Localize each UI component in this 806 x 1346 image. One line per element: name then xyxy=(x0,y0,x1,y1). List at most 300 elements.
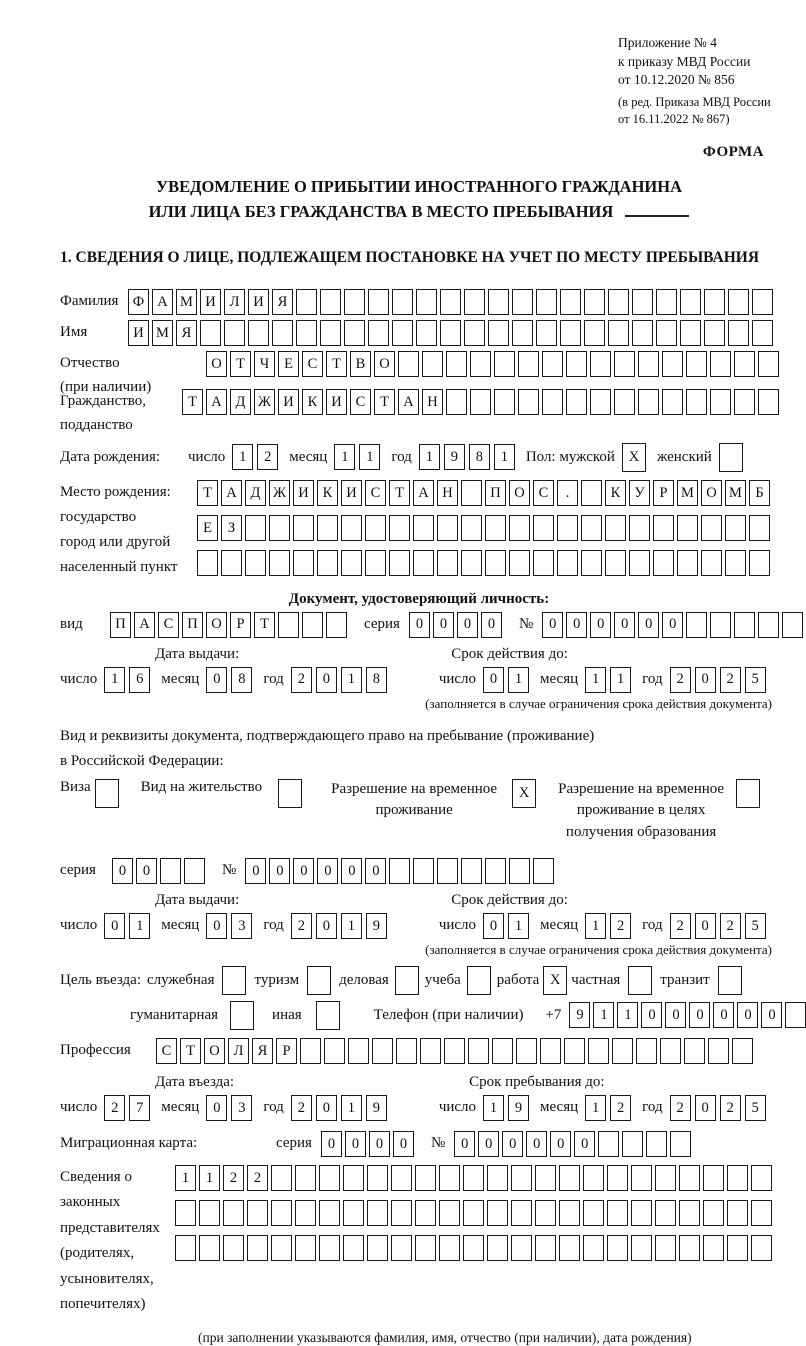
char-cell[interactable]: 2 xyxy=(291,913,312,939)
char-cell[interactable]: 0 xyxy=(483,667,504,693)
char-cell[interactable]: Р xyxy=(653,480,674,506)
char-cell[interactable] xyxy=(485,858,506,884)
char-cell[interactable]: 2 xyxy=(670,1095,691,1121)
char-cell[interactable] xyxy=(581,550,602,576)
char-cell[interactable]: 2 xyxy=(291,1095,312,1121)
char-cell[interactable] xyxy=(677,550,698,576)
char-cell[interactable] xyxy=(518,351,539,377)
char-cell[interactable] xyxy=(608,320,629,346)
char-cell[interactable]: Р xyxy=(276,1038,297,1064)
char-cell[interactable]: 0 xyxy=(345,1131,366,1157)
char-cell[interactable]: 1 xyxy=(494,444,515,470)
char-cell[interactable] xyxy=(535,1235,556,1261)
char-cell[interactable]: 0 xyxy=(409,612,430,638)
char-cell[interactable] xyxy=(439,1200,460,1226)
char-cell[interactable] xyxy=(278,779,302,808)
char-cell[interactable] xyxy=(413,515,434,541)
char-cell[interactable] xyxy=(751,1165,772,1191)
char-cell[interactable]: 2 xyxy=(720,913,741,939)
char-cell[interactable] xyxy=(307,966,331,995)
char-cell[interactable] xyxy=(317,550,338,576)
char-cell[interactable] xyxy=(463,1165,484,1191)
char-cell[interactable]: 0 xyxy=(638,612,659,638)
char-cell[interactable] xyxy=(343,1200,364,1226)
char-cell[interactable] xyxy=(638,389,659,415)
char-cell[interactable] xyxy=(631,1200,652,1226)
char-cell[interactable] xyxy=(752,320,773,346)
char-cell[interactable] xyxy=(319,1235,340,1261)
char-cell[interactable] xyxy=(343,1165,364,1191)
char-cell[interactable]: 7 xyxy=(129,1095,150,1121)
char-cell[interactable] xyxy=(732,1038,753,1064)
char-cell[interactable] xyxy=(444,1038,465,1064)
char-cell[interactable] xyxy=(590,389,611,415)
char-cell[interactable]: 0 xyxy=(481,612,502,638)
char-cell[interactable] xyxy=(710,612,731,638)
char-cell[interactable]: Е xyxy=(197,515,218,541)
char-cell[interactable] xyxy=(341,550,362,576)
char-cell[interactable]: 1 xyxy=(341,667,362,693)
char-cell[interactable]: 0 xyxy=(206,667,227,693)
char-cell[interactable]: И xyxy=(341,480,362,506)
char-cell[interactable]: И xyxy=(293,480,314,506)
char-cell[interactable]: З xyxy=(221,515,242,541)
char-cell[interactable] xyxy=(560,289,581,315)
char-cell[interactable]: О xyxy=(374,351,395,377)
char-cell[interactable] xyxy=(271,1165,292,1191)
char-cell[interactable]: М xyxy=(176,289,197,315)
char-cell[interactable] xyxy=(751,1200,772,1226)
char-cell[interactable]: 8 xyxy=(231,667,252,693)
char-cell[interactable] xyxy=(701,550,722,576)
char-cell[interactable]: 0 xyxy=(566,612,587,638)
char-cell[interactable] xyxy=(468,1038,489,1064)
char-cell[interactable] xyxy=(566,389,587,415)
char-cell[interactable]: А xyxy=(152,289,173,315)
char-cell[interactable] xyxy=(564,1038,585,1064)
char-cell[interactable]: Т xyxy=(326,351,347,377)
char-cell[interactable]: П xyxy=(485,480,506,506)
char-cell[interactable] xyxy=(518,389,539,415)
char-cell[interactable] xyxy=(751,1235,772,1261)
char-cell[interactable] xyxy=(488,289,509,315)
char-cell[interactable]: 0 xyxy=(269,858,290,884)
char-cell[interactable]: 0 xyxy=(293,858,314,884)
char-cell[interactable]: 8 xyxy=(366,667,387,693)
char-cell[interactable] xyxy=(391,1235,412,1261)
char-cell[interactable] xyxy=(470,351,491,377)
char-cell[interactable] xyxy=(542,389,563,415)
char-cell[interactable] xyxy=(348,1038,369,1064)
char-cell[interactable] xyxy=(566,351,587,377)
char-cell[interactable] xyxy=(704,320,725,346)
char-cell[interactable] xyxy=(728,289,749,315)
char-cell[interactable]: И xyxy=(326,389,347,415)
char-cell[interactable]: 1 xyxy=(585,913,606,939)
char-cell[interactable]: А xyxy=(221,480,242,506)
char-cell[interactable] xyxy=(295,1200,316,1226)
char-cell[interactable] xyxy=(389,858,410,884)
char-cell[interactable]: С xyxy=(158,612,179,638)
char-cell[interactable]: 0 xyxy=(245,858,266,884)
char-cell[interactable] xyxy=(437,515,458,541)
char-cell[interactable] xyxy=(269,550,290,576)
char-cell[interactable]: 2 xyxy=(610,1095,631,1121)
char-cell[interactable]: 5 xyxy=(745,1095,766,1121)
char-cell[interactable] xyxy=(230,1001,254,1030)
char-cell[interactable] xyxy=(670,1131,691,1157)
char-cell[interactable] xyxy=(511,1235,532,1261)
char-cell[interactable] xyxy=(467,966,491,995)
char-cell[interactable] xyxy=(271,1235,292,1261)
char-cell[interactable]: В xyxy=(350,351,371,377)
char-cell[interactable] xyxy=(398,351,419,377)
char-cell[interactable] xyxy=(718,966,742,995)
char-cell[interactable] xyxy=(344,289,365,315)
char-cell[interactable]: Т xyxy=(389,480,410,506)
char-cell[interactable] xyxy=(512,320,533,346)
char-cell[interactable] xyxy=(590,351,611,377)
char-cell[interactable] xyxy=(622,1131,643,1157)
char-cell[interactable]: С xyxy=(350,389,371,415)
char-cell[interactable]: 0 xyxy=(316,667,337,693)
char-cell[interactable]: Т xyxy=(197,480,218,506)
char-cell[interactable]: А xyxy=(206,389,227,415)
char-cell[interactable]: 9 xyxy=(569,1002,590,1028)
char-cell[interactable] xyxy=(560,320,581,346)
char-cell[interactable]: 0 xyxy=(662,612,683,638)
char-cell[interactable] xyxy=(461,480,482,506)
char-cell[interactable] xyxy=(372,1038,393,1064)
char-cell[interactable]: С xyxy=(365,480,386,506)
char-cell[interactable] xyxy=(487,1235,508,1261)
char-cell[interactable]: 1 xyxy=(232,444,253,470)
char-cell[interactable] xyxy=(734,389,755,415)
char-cell[interactable]: А xyxy=(398,389,419,415)
char-cell[interactable] xyxy=(160,858,181,884)
char-cell[interactable]: Р xyxy=(230,612,251,638)
char-cell[interactable]: 8 xyxy=(469,444,490,470)
char-cell[interactable]: Д xyxy=(230,389,251,415)
char-cell[interactable]: 0 xyxy=(641,1002,662,1028)
char-cell[interactable]: К xyxy=(605,480,626,506)
char-cell[interactable]: Н xyxy=(422,389,443,415)
char-cell[interactable] xyxy=(608,289,629,315)
char-cell[interactable]: М xyxy=(677,480,698,506)
char-cell[interactable]: Ж xyxy=(269,480,290,506)
char-cell[interactable] xyxy=(293,515,314,541)
char-cell[interactable]: 0 xyxy=(393,1131,414,1157)
char-cell[interactable] xyxy=(488,320,509,346)
char-cell[interactable]: 2 xyxy=(104,1095,125,1121)
char-cell[interactable]: К xyxy=(302,389,323,415)
char-cell[interactable] xyxy=(785,1002,806,1028)
char-cell[interactable]: 0 xyxy=(737,1002,758,1028)
char-cell[interactable]: 2 xyxy=(257,444,278,470)
char-cell[interactable]: С xyxy=(533,480,554,506)
char-cell[interactable] xyxy=(461,550,482,576)
char-cell[interactable]: О xyxy=(206,612,227,638)
char-cell[interactable] xyxy=(655,1200,676,1226)
char-cell[interactable] xyxy=(629,550,650,576)
char-cell[interactable]: 0 xyxy=(317,858,338,884)
char-cell[interactable] xyxy=(509,515,530,541)
char-cell[interactable] xyxy=(680,320,701,346)
char-cell[interactable] xyxy=(221,550,242,576)
char-cell[interactable] xyxy=(557,550,578,576)
char-cell[interactable]: У xyxy=(629,480,650,506)
char-cell[interactable]: Т xyxy=(374,389,395,415)
char-cell[interactable]: Е xyxy=(278,351,299,377)
char-cell[interactable] xyxy=(684,1038,705,1064)
char-cell[interactable]: К xyxy=(317,480,338,506)
char-cell[interactable]: О xyxy=(204,1038,225,1064)
char-cell[interactable] xyxy=(612,1038,633,1064)
char-cell[interactable] xyxy=(632,320,653,346)
char-cell[interactable] xyxy=(535,1200,556,1226)
char-cell[interactable] xyxy=(758,612,779,638)
char-cell[interactable] xyxy=(343,1235,364,1261)
char-cell[interactable] xyxy=(686,351,707,377)
char-cell[interactable] xyxy=(725,550,746,576)
char-cell[interactable]: 1 xyxy=(508,667,529,693)
char-cell[interactable] xyxy=(296,320,317,346)
char-cell[interactable] xyxy=(396,1038,417,1064)
char-cell[interactable]: 0 xyxy=(112,858,133,884)
char-cell[interactable]: Я xyxy=(176,320,197,346)
char-cell[interactable]: П xyxy=(182,612,203,638)
char-cell[interactable]: М xyxy=(725,480,746,506)
char-cell[interactable] xyxy=(646,1131,667,1157)
char-cell[interactable] xyxy=(344,320,365,346)
char-cell[interactable] xyxy=(368,289,389,315)
char-cell[interactable] xyxy=(708,1038,729,1064)
char-cell[interactable]: 0 xyxy=(590,612,611,638)
char-cell[interactable] xyxy=(269,515,290,541)
char-cell[interactable]: И xyxy=(128,320,149,346)
char-cell[interactable]: Ж xyxy=(254,389,275,415)
char-cell[interactable] xyxy=(533,515,554,541)
char-cell[interactable] xyxy=(295,1235,316,1261)
char-cell[interactable] xyxy=(655,1235,676,1261)
char-cell[interactable] xyxy=(605,515,626,541)
char-cell[interactable] xyxy=(614,351,635,377)
char-cell[interactable] xyxy=(533,858,554,884)
char-cell[interactable] xyxy=(248,320,269,346)
char-cell[interactable]: 0 xyxy=(316,1095,337,1121)
char-cell[interactable] xyxy=(727,1165,748,1191)
char-cell[interactable]: С xyxy=(302,351,323,377)
char-cell[interactable] xyxy=(584,320,605,346)
char-cell[interactable]: 6 xyxy=(129,667,150,693)
char-cell[interactable] xyxy=(607,1200,628,1226)
char-cell[interactable] xyxy=(272,320,293,346)
char-cell[interactable]: 2 xyxy=(670,913,691,939)
char-cell[interactable] xyxy=(223,1235,244,1261)
char-cell[interactable]: Я xyxy=(252,1038,273,1064)
char-cell[interactable] xyxy=(727,1235,748,1261)
char-cell[interactable] xyxy=(391,1200,412,1226)
char-cell[interactable] xyxy=(638,351,659,377)
char-cell[interactable]: 3 xyxy=(231,913,252,939)
char-cell[interactable]: 1 xyxy=(175,1165,196,1191)
char-cell[interactable]: 0 xyxy=(761,1002,782,1028)
char-cell[interactable] xyxy=(598,1131,619,1157)
char-cell[interactable] xyxy=(416,320,437,346)
char-cell[interactable]: И xyxy=(200,289,221,315)
char-cell[interactable] xyxy=(703,1200,724,1226)
char-cell[interactable] xyxy=(679,1200,700,1226)
char-cell[interactable] xyxy=(439,1235,460,1261)
char-cell[interactable] xyxy=(440,289,461,315)
char-cell[interactable] xyxy=(367,1165,388,1191)
char-cell[interactable] xyxy=(710,351,731,377)
char-cell[interactable]: 9 xyxy=(366,913,387,939)
char-cell[interactable] xyxy=(703,1235,724,1261)
char-cell[interactable] xyxy=(324,1038,345,1064)
char-cell[interactable] xyxy=(584,289,605,315)
char-cell[interactable]: 2 xyxy=(610,913,631,939)
char-cell[interactable] xyxy=(389,550,410,576)
char-cell[interactable] xyxy=(725,515,746,541)
char-cell[interactable]: 0 xyxy=(526,1131,547,1157)
char-cell[interactable] xyxy=(464,289,485,315)
char-cell[interactable] xyxy=(439,1165,460,1191)
char-cell[interactable] xyxy=(446,389,467,415)
char-cell[interactable] xyxy=(588,1038,609,1064)
char-cell[interactable]: 1 xyxy=(129,913,150,939)
char-cell[interactable] xyxy=(749,515,770,541)
char-cell[interactable]: 1 xyxy=(585,1095,606,1121)
char-cell[interactable] xyxy=(535,1165,556,1191)
char-cell[interactable] xyxy=(464,320,485,346)
char-cell[interactable] xyxy=(487,1165,508,1191)
char-cell[interactable]: Т xyxy=(182,389,203,415)
char-cell[interactable]: П xyxy=(110,612,131,638)
char-cell[interactable] xyxy=(727,1200,748,1226)
char-cell[interactable] xyxy=(316,1001,340,1030)
char-cell[interactable] xyxy=(559,1235,580,1261)
char-cell[interactable] xyxy=(320,289,341,315)
char-cell[interactable]: О xyxy=(509,480,530,506)
char-cell[interactable] xyxy=(446,351,467,377)
char-cell[interactable]: 1 xyxy=(341,913,362,939)
char-cell[interactable] xyxy=(540,1038,561,1064)
char-cell[interactable] xyxy=(749,550,770,576)
char-cell[interactable]: 0 xyxy=(206,1095,227,1121)
char-cell[interactable] xyxy=(655,1165,676,1191)
char-cell[interactable]: 1 xyxy=(610,667,631,693)
char-cell[interactable] xyxy=(175,1200,196,1226)
char-cell[interactable] xyxy=(487,1200,508,1226)
char-cell[interactable] xyxy=(628,966,652,995)
char-cell[interactable] xyxy=(736,779,760,808)
char-cell[interactable]: 2 xyxy=(247,1165,268,1191)
char-cell[interactable] xyxy=(492,1038,513,1064)
char-cell[interactable] xyxy=(95,779,119,808)
char-cell[interactable] xyxy=(719,443,743,472)
char-cell[interactable] xyxy=(536,289,557,315)
char-cell[interactable] xyxy=(317,515,338,541)
char-cell[interactable]: 1 xyxy=(483,1095,504,1121)
char-cell[interactable] xyxy=(494,389,515,415)
char-cell[interactable]: 5 xyxy=(745,913,766,939)
char-cell[interactable] xyxy=(247,1235,268,1261)
char-cell[interactable] xyxy=(247,1200,268,1226)
char-cell[interactable] xyxy=(415,1235,436,1261)
char-cell[interactable] xyxy=(319,1200,340,1226)
char-cell[interactable] xyxy=(413,858,434,884)
char-cell[interactable]: X xyxy=(543,966,567,995)
char-cell[interactable] xyxy=(710,389,731,415)
char-cell[interactable] xyxy=(653,550,674,576)
char-cell[interactable] xyxy=(656,320,677,346)
char-cell[interactable]: 0 xyxy=(550,1131,571,1157)
char-cell[interactable]: 9 xyxy=(508,1095,529,1121)
char-cell[interactable]: 9 xyxy=(366,1095,387,1121)
char-cell[interactable] xyxy=(511,1165,532,1191)
char-cell[interactable] xyxy=(677,515,698,541)
char-cell[interactable] xyxy=(660,1038,681,1064)
char-cell[interactable]: 0 xyxy=(316,913,337,939)
char-cell[interactable] xyxy=(662,351,683,377)
char-cell[interactable] xyxy=(437,550,458,576)
char-cell[interactable]: 1 xyxy=(199,1165,220,1191)
char-cell[interactable]: 0 xyxy=(369,1131,390,1157)
char-cell[interactable]: О xyxy=(206,351,227,377)
char-cell[interactable] xyxy=(782,612,803,638)
char-cell[interactable]: 1 xyxy=(359,444,380,470)
char-cell[interactable]: 0 xyxy=(614,612,635,638)
char-cell[interactable]: 2 xyxy=(223,1165,244,1191)
char-cell[interactable]: 0 xyxy=(665,1002,686,1028)
char-cell[interactable]: А xyxy=(413,480,434,506)
char-cell[interactable] xyxy=(758,351,779,377)
char-cell[interactable]: 9 xyxy=(444,444,465,470)
char-cell[interactable]: 2 xyxy=(291,667,312,693)
char-cell[interactable] xyxy=(293,550,314,576)
char-cell[interactable]: 1 xyxy=(104,667,125,693)
char-cell[interactable] xyxy=(758,389,779,415)
char-cell[interactable]: 0 xyxy=(502,1131,523,1157)
char-cell[interactable] xyxy=(632,289,653,315)
char-cell[interactable]: 2 xyxy=(670,667,691,693)
char-cell[interactable] xyxy=(509,550,530,576)
char-cell[interactable]: 2 xyxy=(720,1095,741,1121)
char-cell[interactable] xyxy=(511,1200,532,1226)
char-cell[interactable] xyxy=(485,515,506,541)
char-cell[interactable] xyxy=(653,515,674,541)
char-cell[interactable] xyxy=(752,289,773,315)
char-cell[interactable]: С xyxy=(156,1038,177,1064)
char-cell[interactable]: 1 xyxy=(617,1002,638,1028)
char-cell[interactable] xyxy=(224,320,245,346)
char-cell[interactable] xyxy=(701,515,722,541)
char-cell[interactable]: И xyxy=(248,289,269,315)
char-cell[interactable] xyxy=(175,1235,196,1261)
char-cell[interactable] xyxy=(512,289,533,315)
char-cell[interactable] xyxy=(704,289,725,315)
char-cell[interactable] xyxy=(420,1038,441,1064)
char-cell[interactable] xyxy=(302,612,323,638)
char-cell[interactable] xyxy=(416,289,437,315)
char-cell[interactable]: Ф xyxy=(128,289,149,315)
char-cell[interactable] xyxy=(222,966,246,995)
char-cell[interactable] xyxy=(199,1200,220,1226)
char-cell[interactable] xyxy=(631,1235,652,1261)
char-cell[interactable] xyxy=(413,550,434,576)
char-cell[interactable]: 1 xyxy=(419,444,440,470)
